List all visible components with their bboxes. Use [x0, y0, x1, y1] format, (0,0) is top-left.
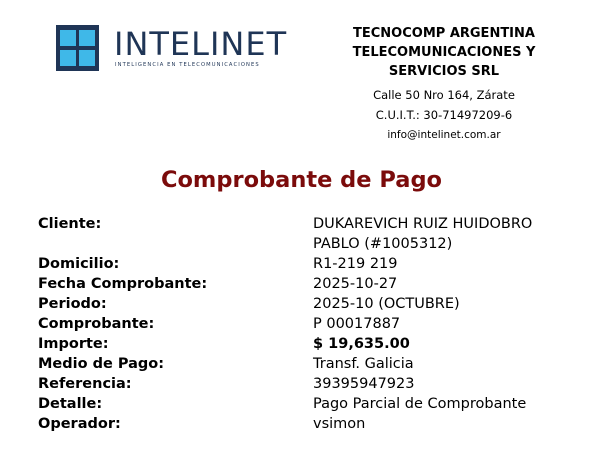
detail-row-detalle [38, 394, 578, 414]
company-name-line-3: SERVICIOS SRL [388, 64, 500, 79]
company-name-line-1: TECNOCOMP ARGENTINA [353, 26, 535, 41]
logo-mark-icon [56, 25, 99, 71]
cliente-value-line-2: PABLO (#1005312) [313, 236, 453, 252]
detail-label: Comprobante: [38, 316, 155, 332]
detail-value: 39395947923 [313, 376, 415, 392]
detail-label: Medio de Pago: [38, 356, 165, 372]
detail-row-referencia [38, 374, 578, 394]
detail-row-medio [38, 354, 578, 374]
company-cuit: C.U.I.T.: 30-71497209-6 [375, 108, 513, 122]
detail-label: Referencia: [38, 376, 132, 392]
logo-tagline: INTELIGENCIA EN TELECOMUNICACIONES [115, 62, 260, 68]
detail-row-comprobante [38, 314, 578, 334]
detail-value: 2025-10 (OCTUBRE) [313, 296, 460, 312]
detail-value: 2025-10-27 [313, 276, 398, 292]
company-logo [56, 25, 286, 75]
detail-label: Fecha Comprobante: [38, 276, 208, 292]
detail-value: Transf. Galicia [313, 356, 414, 372]
detail-row-fecha [38, 274, 578, 294]
detail-label: Cliente: [38, 216, 102, 232]
page-title: Comprobante de Pago [160, 167, 443, 193]
logo-wordmark: INTELINET [114, 25, 288, 63]
detail-row-operador [38, 414, 578, 434]
company-email: info@intelinet.com.ar [387, 129, 501, 141]
detail-label: Operador: [38, 416, 121, 432]
detail-label: Importe: [38, 336, 109, 352]
detail-row-importe [38, 334, 578, 354]
cliente-value-line-1: DUKAREVICH RUIZ HUIDOBRO [313, 216, 533, 232]
detail-label: Periodo: [38, 296, 107, 312]
company-address: Calle 50 Nro 164, Zárate [373, 88, 515, 102]
detail-row-periodo [38, 294, 578, 314]
detail-row-cliente [38, 214, 578, 254]
detail-label: Domicilio: [38, 256, 120, 272]
detail-value: Pago Parcial de Comprobante [313, 396, 527, 412]
company-info [333, 24, 555, 145]
detail-value: R1-219 219 [313, 256, 398, 272]
detail-label: Detalle: [38, 396, 103, 412]
detail-value-cliente [313, 214, 578, 254]
detail-value: P 00017887 [313, 316, 401, 332]
detail-row-domicilio [38, 254, 578, 274]
detail-value-amount: $ 19,635.00 [313, 336, 410, 352]
payment-details [38, 214, 578, 434]
company-name-line-2: TELECOMUNICACIONES Y [352, 45, 536, 60]
detail-value: vsimon [313, 416, 366, 432]
